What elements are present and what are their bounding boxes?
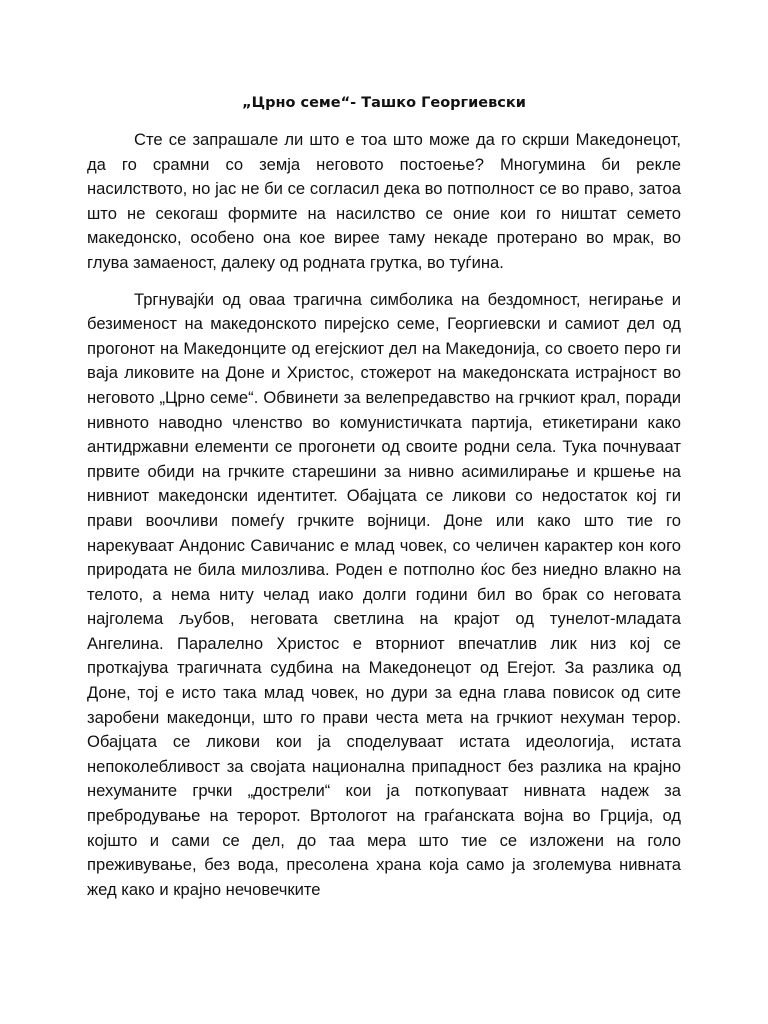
paragraph-1: Сте се запрашале ли што е тоа што може да го скрши Македонецот, да го срамни со земја неговото постоење? Многумина би рекле насилството, но јас не би се согласил дека во потполност се во право, затоа што не секогаш формите на насилство се оние кои го ништат семето македонско, особено она кое вирее таму некаде протерано во мрак, во глува замаеност, далеку од родната грутка, во туѓина.	[87, 130, 681, 272]
document-title: „Црно семе“- Ташко Георгиевски	[242, 95, 526, 111]
document-body	[87, 128, 681, 914]
paragraph-2: Тргнувајќи од оваа трагична симболика на бездомност, негирање и безименост на македонското пирејско семе, Георгиевски и самиот дел од прогонот на Македонците од егејскиот дел на Македонија, со своето перо ги вaja ликовите на Доне и Христос, стожерот на македонската истрајност во неговото „Црно семе“. Обвинети за велепредавство на грчкиот крал, поради нивното наводно членство во комунистичката партија, етикетирани како антидржавни елементи се прогонети од своите родни села. Тука почнуваат првите обиди на грчките старешини за нивно асимилирање и кршење на нивниот македонски идентитет. Обајцата се ликови со недостаток кој ги прави воочливи помеѓу грчките војници. Доне или како што тие го нарекуваат Андонис Савичанис е млад човек, со челичен карактер кон кого природата не била милозлива. Роден е потполно ќос без ниедно влакно на телото, а нема ниту челад иако долги години бил во брак со неговата најголема љубов, неговата светлина на крајот од тунелот-младата Ангелина. Паралелно Христос е вторниот впечатлив лик низ кој се проткајува трагичната судбина на Македонецот од Егејот. За разлика од Доне, тој е исто така млад човек, но дури за една глава повисок од сите заробени македонци, што го прави честа мета на грчкиот нехуман терор. Обајцата се ликови кои ја споделуваат истата идеологија, истата непоколебливост за својата национална припадност без разлика на крајно нехуманите грчки „дострели“ кои ја поткопуваат нивната надеж за пребродување на теророт. Вртологот на граѓанската војна во Грција, од којшто и сами се дел, до таа мера што тие се изложени на голо преживување, без вода, пресолена храна која само ја зголемува нивната жед како и крајно нечовечките	[87, 289, 681, 899]
